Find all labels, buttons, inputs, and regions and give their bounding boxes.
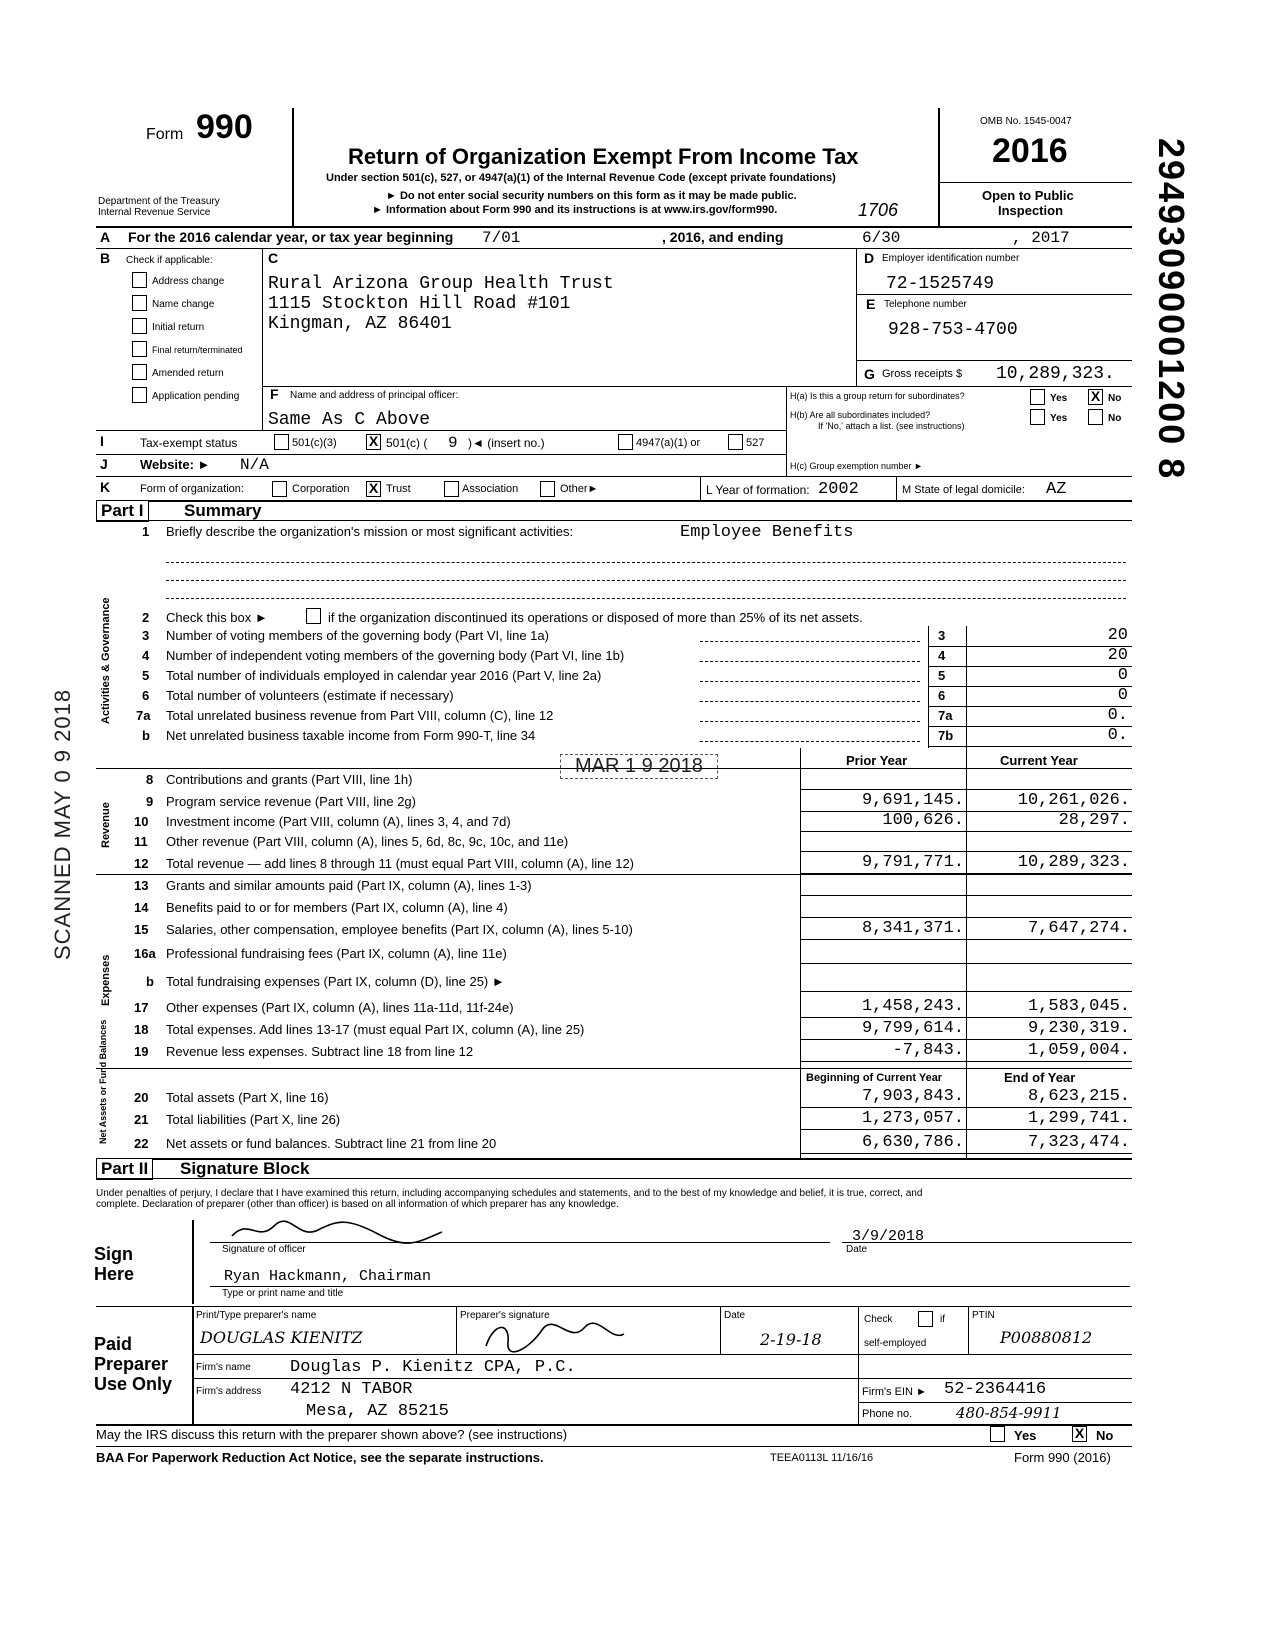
gov-line-text: Number of voting members of the governing body (Part VI, line 1a) [166, 628, 549, 643]
gov-line-box: 7b [938, 728, 954, 743]
net-current-value: 8,623,215. [1027, 1087, 1130, 1106]
side-net-label: Net Assets or Fund Balances [98, 1019, 108, 1144]
line1-num: 1 [142, 524, 150, 539]
exp-line-text: Revenue less expenses. Subtract line 18 from line 12 [166, 1044, 474, 1059]
hb-no-label: No [1108, 413, 1122, 424]
firm-ein-value: 52-2364416 [944, 1380, 1047, 1399]
year-begin: 7/01 [482, 229, 521, 247]
exp-line-num: 15 [134, 922, 149, 937]
tax-year: 2016 [992, 132, 1068, 170]
part2-tag: Part II [96, 1158, 153, 1180]
rev-current-value: 28,297. [1058, 811, 1130, 830]
discuss-question: May the IRS discuss this return with the preparer shown above? (see instructions) [96, 1427, 568, 1442]
4947-label: 4947(a)(1) or [636, 437, 701, 449]
row-j-label: J [100, 456, 108, 472]
preparer-label: Preparer [94, 1354, 169, 1374]
gov-line-leader [700, 741, 920, 742]
rev-current-value: 10,261,026. [1017, 791, 1130, 810]
gov-line-num: b [142, 728, 150, 743]
row-a-mid: , 2016, and ending [662, 229, 784, 245]
officer-label: Name and address of principal officer: [290, 390, 459, 401]
rev-prior-value: 9,791,771. [861, 853, 964, 872]
other-checkbox[interactable] [540, 481, 555, 497]
net-prior-value: 7,903,843. [861, 1087, 964, 1106]
exp-prior-value: 8,341,371. [861, 919, 964, 938]
hc-text: H(c) Group exemption number ► [790, 461, 923, 471]
use-only-label: Use Only [94, 1374, 173, 1394]
row-b-label: B [100, 250, 111, 266]
net-line-text: Total assets (Part X, line 16) [166, 1090, 329, 1105]
ein-value: 72-1525749 [886, 274, 995, 294]
initial-return-checkbox[interactable] [132, 318, 147, 334]
year-formation-value: 2002 [818, 480, 859, 499]
end-year: , 2017 [1012, 229, 1070, 247]
website-label: Website: ► [140, 457, 211, 472]
part1-tag: Part I [96, 500, 149, 522]
net-current-value: 1,299,741. [1027, 1109, 1130, 1128]
exp-line-num: 18 [134, 1022, 149, 1037]
side-gov-label: Activities & Governance [100, 597, 112, 724]
rev-prior-value: 100,626. [882, 811, 964, 830]
gov-line-leader [700, 721, 920, 722]
gov-line-box: 7a [938, 708, 953, 723]
exp-line-rule [800, 1061, 1132, 1062]
net-prior-value: 1,273,057. [861, 1109, 964, 1128]
rev-line-rule [800, 851, 1132, 852]
discuss-no-checkbox[interactable]: X [1072, 1426, 1087, 1442]
hb-yes-label: Yes [1050, 413, 1068, 424]
amended-return-label: Amended return [152, 368, 224, 379]
gross-value: 10,289,323. [996, 364, 1115, 384]
side-exp-label: Expenses [100, 954, 112, 1006]
net-current-value: 7,323,474. [1027, 1133, 1130, 1152]
line2-num: 2 [142, 610, 150, 625]
ha-text: H(a) Is this a group return for subordinates? [790, 391, 965, 401]
ein-label: Employer identification number [882, 253, 1020, 264]
name-change-checkbox[interactable] [132, 295, 147, 311]
gov-line-leader [700, 701, 920, 702]
gov-line-text: Total number of individuals employed in calendar year 2016 (Part V, line 2a) [166, 668, 602, 683]
exp-line-num: b [146, 974, 154, 989]
ha-yes-label: Yes [1050, 393, 1068, 404]
exp-line-text: Benefits paid to or for members (Part IX, column (A), line 4) [166, 900, 508, 915]
year-end: 6/30 [862, 229, 901, 247]
current-year-header: Current Year [1000, 753, 1078, 768]
exp-line-num: 13 [134, 878, 149, 893]
exp-line-num: 17 [134, 1000, 149, 1015]
firm-phone-label: Phone no. [862, 1408, 913, 1420]
sign-label: Sign [94, 1244, 133, 1264]
exp-prior-value: 9,799,614. [861, 1019, 964, 1038]
form-title: Return of Organization Exempt From Income Tax [348, 144, 859, 169]
gov-line-value: 20 [1107, 626, 1128, 645]
form-code: TEEA0113L 11/16/16 [770, 1452, 874, 1464]
sign-date: 3/9/2018 [852, 1228, 925, 1245]
phone-label: Telephone number [884, 299, 967, 310]
discuss-yes-label: Yes [1014, 1428, 1037, 1443]
line2-text-a: Check this box ► [166, 610, 268, 625]
date-label: Date [846, 1244, 868, 1255]
application-pending-checkbox[interactable] [132, 387, 147, 403]
rev-line-text: Other revenue (Part VIII, column (A), lines 5, 6d, 8c, 9c, 10c, and 11e) [166, 834, 569, 849]
501c3-checkbox[interactable] [274, 434, 289, 450]
net-line-rule [800, 1153, 1132, 1154]
form-footer-id: Form 990 (2016) [1014, 1450, 1111, 1465]
name-title-label: Type or print name and title [222, 1288, 344, 1299]
firm-name-label: Firm's name [196, 1362, 251, 1373]
baa-notice: BAA For Paperwork Reduction Act Notice, see the separate instructions. [96, 1450, 544, 1465]
exp-current-value: 9,230,319. [1027, 1019, 1130, 1038]
here-label: Here [94, 1264, 135, 1284]
gross-label: Gross receipts $ [882, 368, 963, 380]
gov-line-value: 0 [1117, 686, 1128, 705]
prep-date-label: Date [724, 1310, 746, 1321]
amended-return-checkbox[interactable] [132, 364, 147, 380]
4947-checkbox[interactable] [618, 434, 633, 450]
prep-name-label: Print/Type preparer's name [196, 1310, 317, 1321]
association-checkbox[interactable] [444, 481, 459, 497]
officer-name-title: Ryan Hackmann, Chairman [224, 1268, 432, 1285]
gov-line-box: 5 [938, 668, 946, 683]
net-prior-value: 6,630,786. [861, 1133, 964, 1152]
rev-prior-value: 9,691,145. [861, 791, 964, 810]
org-name: Rural Arizona Group Health Trust [268, 274, 614, 294]
g-label: G [864, 366, 875, 382]
gov-line-value: 0 [1117, 666, 1128, 685]
form-label: Form [146, 126, 184, 143]
rev-line-text: Contributions and grants (Part VIII, line 1h) [166, 772, 413, 787]
association-label: Association [462, 483, 519, 495]
rev-line-rule [800, 789, 1132, 790]
hb-note: If 'No,' attach a list. (see instructions) [818, 421, 965, 431]
gov-line-num: 4 [142, 648, 150, 663]
gov-line-box: 6 [938, 688, 946, 703]
tax-exempt-label: Tax-exempt status [140, 436, 238, 450]
527-label: 527 [746, 437, 765, 449]
exp-line-rule [800, 963, 1132, 964]
gov-line-num: 7a [136, 708, 151, 723]
gov-line-value: 0. [1107, 726, 1128, 745]
final-return-label: Final return/terminated [152, 345, 243, 355]
exp-line-text: Professional fundraising fees (Part IX, column (A), line 11e) [166, 946, 507, 961]
f-label: F [270, 386, 279, 402]
address-change-checkbox[interactable] [132, 272, 147, 288]
preparer-signature [480, 1318, 630, 1354]
dln-number: 29493090001200 8 [1151, 138, 1192, 481]
firm-address-2: Mesa, AZ 85215 [306, 1402, 449, 1421]
row-a-label: A [100, 229, 111, 245]
gov-line-num: 5 [142, 668, 150, 683]
insert-no-label: )◄ (insert no.) [468, 436, 545, 450]
e-label: E [866, 296, 876, 312]
state-domicile-value: AZ [1046, 480, 1067, 499]
org-form-label: Form of organization: [140, 483, 244, 495]
exp-line-rule [800, 917, 1132, 918]
501c3-label: 501(c)(3) [292, 437, 337, 449]
exp-prior-value: -7,843. [892, 1041, 964, 1060]
firm-phone-value: 480-854-9911 [956, 1404, 1062, 1422]
hb-text: H(b) Are all subordinates included? [790, 410, 931, 420]
form-subtitle: Under section 501(c), 527, or 4947(a)(1) of the Internal Revenue Code (except private foundations) [326, 172, 836, 184]
row-k-label: K [100, 479, 111, 495]
other-label: Other► [560, 483, 599, 495]
hb-no-checkbox[interactable] [1088, 409, 1103, 425]
exp-current-value: 1,059,004. [1027, 1041, 1130, 1060]
sig-officer-label: Signature of officer [222, 1244, 306, 1255]
gov-box-right [966, 626, 967, 748]
gov-box-left [928, 626, 929, 748]
gov-line-box: 3 [938, 628, 946, 643]
officer-value: Same As C Above [268, 410, 431, 430]
exp-line-text: Total expenses. Add lines 13-17 (must equal Part IX, column (A), line 25) [166, 1022, 585, 1037]
net-line-text: Total liabilities (Part X, line 26) [166, 1112, 341, 1127]
self-employed-checkbox[interactable] [918, 1311, 933, 1327]
year-formation-label: L Year of formation: [706, 483, 810, 497]
prep-sig-label: Preparer's signature [460, 1310, 550, 1321]
ptin-value: P00880812 [1000, 1328, 1093, 1347]
website-value: N/A [240, 456, 269, 474]
boy-header: Beginning of Current Year [806, 1072, 943, 1084]
org-city: Kingman, AZ 86401 [268, 314, 452, 334]
prep-date: 2-19-18 [760, 1330, 822, 1349]
org-address: 1115 Stockton Hill Road #101 [268, 294, 571, 314]
rev-line-num: 9 [146, 794, 154, 809]
firm-address-1: 4212 N TABOR [290, 1380, 413, 1399]
rev-line-rule [800, 831, 1132, 832]
line1-text: Briefly describe the organization's mission or most significant activities: [166, 524, 574, 539]
ssn-note: ► Do not enter social security numbers on this form as it may be made public. [386, 190, 797, 202]
rev-line-num: 11 [134, 834, 148, 849]
net-line-num: 22 [134, 1136, 149, 1151]
initial-return-label: Initial return [152, 322, 205, 333]
gov-line-text: Total number of volunteers (estimate if necessary) [166, 688, 454, 703]
if-label: if [940, 1314, 945, 1325]
firm-ein-label: Firm's EIN ► [862, 1386, 927, 1398]
name-change-label: Name change [152, 299, 215, 310]
address-change-label: Address change [152, 276, 225, 287]
received-stamp: MAR 1 9 2018 [560, 754, 718, 779]
gov-line-leader [700, 661, 920, 662]
exp-line-text: Other expenses (Part IX, column (A), lines 11a-11d, 11f-24e) [166, 1000, 514, 1015]
form-number: 990 [196, 108, 253, 146]
exp-line-rule [800, 1039, 1132, 1040]
ha-no-label: No [1108, 393, 1122, 404]
net-line-num: 20 [134, 1090, 149, 1105]
gov-line-num: 3 [142, 628, 150, 643]
firm-name-value: Douglas P. Kienitz CPA, P.C. [290, 1358, 576, 1377]
exp-line-num: 19 [134, 1044, 149, 1059]
ha-yes-checkbox[interactable] [1030, 389, 1045, 405]
paid-label: Paid [94, 1334, 133, 1354]
ha-no-checkbox[interactable]: X [1088, 389, 1103, 405]
ptin-label: PTIN [972, 1310, 995, 1321]
exp-line-rule [800, 991, 1132, 992]
gov-line-num: 6 [142, 688, 150, 703]
d-label: D [864, 250, 875, 266]
exp-prior-value: 1,458,243. [861, 997, 964, 1016]
exp-line-num: 16a [134, 946, 156, 961]
scanned-stamp: SCANNED MAY 0 9 2018 [50, 688, 75, 960]
exp-line-text: Grants and similar amounts paid (Part IX, column (A), lines 1-3) [166, 878, 532, 893]
527-checkbox[interactable] [728, 434, 743, 450]
omb-number: OMB No. 1545-0047 [980, 116, 1072, 127]
rev-line-num: 10 [134, 814, 149, 829]
exp-current-value: 1,583,045. [1027, 997, 1130, 1016]
row-a-text: For the 2016 calendar year, or tax year beginning [128, 229, 454, 245]
open-public: Open to Public [982, 188, 1074, 203]
exp-line-text: Total fundraising expenses (Part IX, column (D), line 25) ► [166, 974, 505, 989]
rev-line-text: Program service revenue (Part VIII, line 2g) [166, 794, 416, 809]
exp-line-rule [800, 1017, 1132, 1018]
hb-yes-checkbox[interactable] [1030, 409, 1045, 425]
discuss-no-label: No [1096, 1428, 1114, 1443]
state-domicile-label: M State of legal domicile: [902, 484, 1025, 496]
part1-title: Summary [184, 501, 262, 520]
gov-line-leader [700, 681, 920, 682]
row-i-label: I [100, 433, 104, 449]
self-employed-label: self-employed [864, 1338, 927, 1349]
prep-name-handwritten: DOUGLAS KIENITZ [200, 1328, 363, 1347]
net-line-text: Net assets or fund balances. Subtract line 21 from line 20 [166, 1136, 497, 1151]
rev-line-num: 12 [134, 856, 149, 871]
corporation-checkbox[interactable] [272, 481, 287, 497]
gov-line-value: 0. [1107, 706, 1128, 725]
info-note: ► Information about Form 990 and its instructions is at www.irs.gov/form990. [372, 204, 778, 216]
exp-current-value: 7,647,274. [1027, 919, 1130, 938]
corporation-label: Corporation [292, 483, 350, 495]
irs-label: Internal Revenue Service [98, 207, 211, 218]
gov-line-box: 4 [938, 648, 946, 663]
penalty-text-2: complete. Declaration of preparer (other than officer) is based on all information of which preparer has any knowledge. [96, 1199, 619, 1210]
rev-line-text: Investment income (Part VIII, column (A), lines 3, 4, and 7d) [166, 814, 511, 829]
check-applicable: Check if applicable: [126, 255, 213, 266]
net-line-rule [800, 1129, 1132, 1130]
gov-line-rule [928, 746, 1132, 747]
application-pending-label: Application pending [152, 391, 240, 402]
mission-value: Employee Benefits [680, 523, 854, 542]
side-rev-label: Revenue [100, 802, 112, 848]
rev-current-value: 10,289,323. [1017, 853, 1130, 872]
net-line-num: 21 [134, 1112, 149, 1127]
firm-address-label: Firm's address [196, 1386, 262, 1397]
check-label: Check [864, 1314, 893, 1325]
501c-label: 501(c) ( [386, 436, 428, 450]
prior-year-header: Prior Year [846, 753, 908, 768]
rev-line-num: 8 [146, 772, 154, 787]
501c-checkbox[interactable]: X [366, 434, 381, 450]
gov-line-leader [700, 641, 920, 642]
exp-line-rule [800, 939, 1132, 940]
line2-checkbox[interactable] [306, 608, 321, 624]
phone-value: 928-753-4700 [888, 320, 1018, 340]
rev-line-text: Total revenue — add lines 8 through 11 (must equal Part VIII, column (A), line 12) [166, 856, 634, 871]
net-line-rule [800, 1107, 1132, 1108]
irs-code-stamp: 1706 [858, 200, 899, 220]
501c-number: 9 [448, 434, 458, 452]
exp-line-text: Salaries, other compensation, employee benefits (Part IX, column (A), lines 5-10) [166, 922, 633, 937]
c-label: C [268, 250, 279, 266]
final-return-checkbox[interactable] [132, 341, 147, 357]
line2-text-b: if the organization discontinued its operations or disposed of more than 25% of its net assets. [328, 610, 863, 625]
part2-title: Signature Block [180, 1159, 310, 1178]
inspection: Inspection [998, 203, 1064, 218]
dept-label: Department of the Treasury [98, 196, 220, 207]
penalty-text-1: Under penalties of perjury, I declare that I have examined this return, including accompanying schedules and statements, and to the best of my knowledge and belief, it is true, correct, and [96, 1188, 923, 1199]
exp-line-rule [800, 895, 1132, 896]
gov-line-text: Total unrelated business revenue from Part VIII, column (C), line 12 [166, 708, 554, 723]
exp-line-num: 14 [134, 900, 149, 915]
trust-label: Trust [386, 483, 411, 495]
gov-line-text: Net unrelated business taxable income from Form 990-T, line 34 [166, 728, 536, 743]
trust-checkbox[interactable]: X [366, 481, 381, 497]
gov-line-value: 20 [1107, 646, 1128, 665]
gov-line-text: Number of independent voting members of the governing body (Part VI, line 1b) [166, 648, 625, 663]
eoy-header: End of Year [1004, 1070, 1076, 1085]
discuss-yes-checkbox[interactable] [990, 1426, 1005, 1442]
